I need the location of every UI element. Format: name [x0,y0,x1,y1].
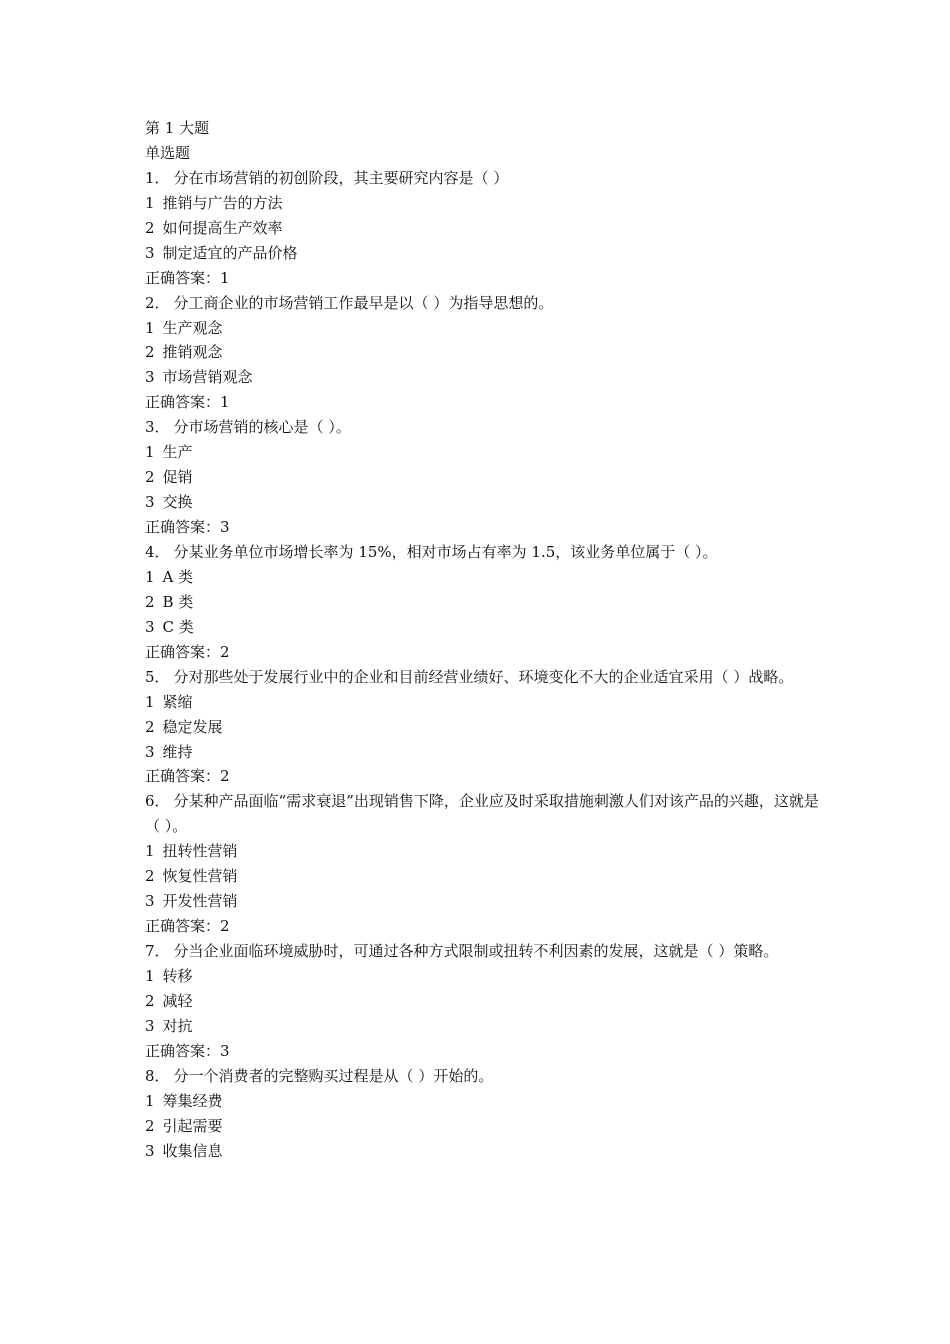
option-number: 3 [145,742,155,761]
option-text: 生产观念 [162,318,223,337]
option-text: 维持 [162,742,193,761]
question-number: 3． [145,418,170,437]
question-number: 8． [145,1066,170,1085]
option-text: 市场营销观念 [162,368,253,387]
answer-option [145,465,825,490]
question-stem: 分当企业面临环境威胁时，可通过各种方式限制或扭转不利因素的发展，这就是（ ）策略。 [173,942,779,961]
option-number: 2 [145,717,155,736]
answer-option [145,1089,825,1114]
section-type: 单选题 [145,143,191,162]
question-number: 6． [145,792,170,811]
correct-answer: 正确答案：1 [145,393,230,412]
answer-option [145,740,825,765]
option-text: 制定适宜的产品价格 [162,243,298,262]
option-number: 1 [145,967,155,985]
question-stem: 分对那些处于发展行业中的企业和目前经营业绩好、环境变化不大的企业适宜采用（ ）战略。 [173,667,794,686]
question-text [145,789,825,839]
option-number: 2 [145,991,155,1010]
answer-option [145,590,825,615]
answer-option [145,1014,825,1039]
question-item [145,415,825,540]
option-text: 扭转性营销 [162,842,238,861]
option-number: 3 [145,892,155,911]
question-number: 4． [145,542,170,561]
option-text: 转移 [162,967,193,985]
option-number: 1 [145,1091,155,1110]
correct-answer: 正确答案：1 [145,268,230,287]
option-text: 减轻 [162,991,193,1010]
question-stem: 分在市场营销的初创阶段，其主要研究内容是（ ） [173,168,509,187]
question-text [145,1064,825,1089]
answer-option [145,1139,825,1164]
answer-option [145,490,825,515]
question-item [145,291,825,416]
option-number: 2 [145,592,155,611]
question-number: 5． [145,667,170,686]
question-number: 7． [145,942,170,961]
option-number: 2 [145,343,155,362]
option-text: 收集信息 [162,1141,223,1160]
answer-option [145,839,825,864]
answer-option [145,440,825,465]
correct-answer: 正确答案：2 [145,642,230,661]
question-stem: 分市场营销的核心是（ ）。 [173,418,351,437]
question-number: 2． [145,293,170,312]
answer-option [145,340,825,365]
answer-option [145,989,825,1014]
answer-option [145,615,825,640]
answer-option [145,191,825,216]
option-number: 3 [145,617,155,636]
option-number: 2 [145,218,155,237]
question-text [145,291,825,316]
option-number: 1 [145,692,155,711]
question-item [145,1064,825,1164]
option-number: 1 [145,318,155,337]
exam-document [145,116,825,1164]
option-number: 2 [145,867,155,886]
question-item [145,665,825,790]
option-text: 对抗 [162,1016,193,1035]
option-number: 1 [145,443,155,462]
option-number: 3 [145,493,155,512]
question-number: 1． [145,168,170,187]
answer-option [145,241,825,266]
option-text: 开发性营销 [162,892,238,911]
question-item [145,166,825,291]
correct-answer: 正确答案：2 [145,767,230,786]
option-text: 生产 [162,443,193,462]
correct-answer: 正确答案：3 [145,518,230,537]
question-item [145,939,825,1064]
question-item [145,540,825,665]
option-text: 稳定发展 [162,717,223,736]
answer-option [145,1114,825,1139]
answer-option [145,365,825,390]
answer-option [145,715,825,740]
question-stem: 分某种产品面临“需求衰退”出现销售下降，企业应及时采取措施刺激人们对该产品的兴趣，这就是（ ）。 [145,792,819,836]
option-number: 1 [145,842,155,861]
question-list [145,166,825,1164]
option-text: 恢复性营销 [162,867,238,886]
answer-option [145,316,825,341]
question-text [145,939,825,964]
option-number: 1 [145,193,155,212]
option-text: 引起需要 [162,1116,223,1135]
option-text: C 类 [162,617,194,636]
option-text: 如何提高生产效率 [162,218,283,237]
option-text: 促销 [162,468,193,487]
answer-option [145,216,825,241]
question-text [145,665,825,690]
correct-answer: 正确答案：2 [145,917,230,936]
question-stem: 分一个消费者的完整购买过程是从（ ）开始的。 [173,1066,494,1085]
question-stem: 分某业务单位市场增长率为 15%，相对市场占有率为 1.5，该业务单位属于（ ）。 [173,542,718,561]
option-number: 3 [145,1016,155,1035]
option-text: 推销与广告的方法 [162,193,283,212]
option-text: 紧缩 [162,692,193,711]
option-number: 3 [145,368,155,387]
answer-option [145,889,825,914]
option-number: 3 [145,1141,155,1160]
correct-answer: 正确答案：3 [145,1041,230,1060]
section-title: 第 1 大题 [145,119,210,137]
question-item [145,789,825,939]
option-text: 交换 [162,493,193,512]
answer-option [145,565,825,590]
question-stem: 分工商企业的市场营销工作最早是以（ ）为指导思想的。 [173,293,554,312]
question-text [145,166,825,191]
option-text: 推销观念 [162,343,223,362]
question-text [145,540,825,565]
answer-option [145,864,825,889]
question-text [145,415,825,440]
option-number: 1 [145,567,155,586]
answer-option [145,964,825,989]
option-text: A 类 [162,567,194,586]
option-number: 2 [145,468,155,487]
option-text: B 类 [162,592,194,611]
answer-option [145,690,825,715]
option-number: 3 [145,243,155,262]
option-text: 筹集经费 [162,1091,223,1110]
option-number: 2 [145,1116,155,1135]
